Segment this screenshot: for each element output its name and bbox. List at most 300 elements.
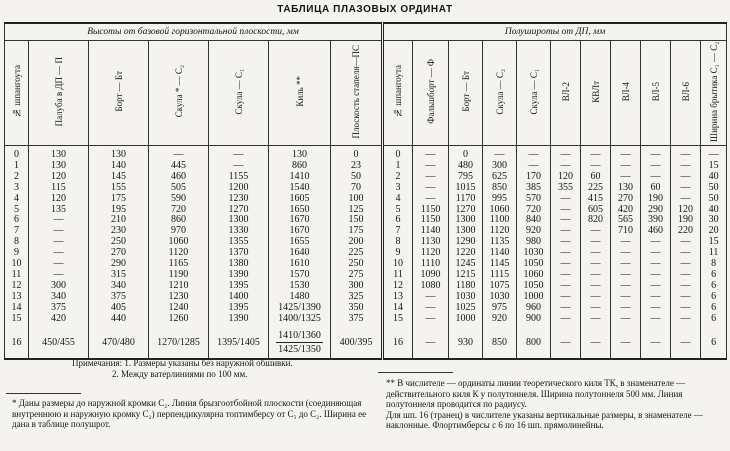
- cell: 190: [671, 215, 701, 226]
- cell: —: [641, 281, 671, 292]
- cell: —: [641, 248, 671, 259]
- cell: 130: [269, 146, 331, 161]
- cell: 930: [449, 328, 483, 359]
- cell: 1120: [149, 248, 209, 259]
- cell: 1110: [413, 259, 449, 270]
- cell: —: [611, 161, 641, 172]
- cell: 6: [701, 303, 727, 314]
- cell: 0: [383, 146, 413, 161]
- col-deck: Палуба в ДП — П: [29, 41, 89, 146]
- cell: 1130: [413, 237, 449, 248]
- cell: 6: [5, 215, 29, 226]
- cell: —: [581, 248, 611, 259]
- cell: —: [209, 161, 269, 172]
- cell: 1100: [483, 215, 517, 226]
- cell: —: [551, 328, 581, 359]
- cell: 710: [611, 226, 641, 237]
- cell: —: [641, 146, 671, 161]
- table-row: [5, 237, 727, 248]
- cell: 1075: [483, 281, 517, 292]
- cell: 1030: [449, 292, 483, 303]
- cell: —: [413, 146, 449, 161]
- cell: 195: [89, 205, 149, 216]
- table-row: [5, 226, 727, 237]
- cell: 115: [29, 183, 89, 194]
- cell: 8: [701, 259, 727, 270]
- cell: —: [671, 303, 701, 314]
- cell: 1290: [449, 237, 483, 248]
- cell: 1230: [149, 292, 209, 303]
- cell: 250: [89, 237, 149, 248]
- cell: 605: [581, 205, 611, 216]
- cell: 13: [5, 292, 29, 303]
- cell: 960: [517, 303, 551, 314]
- cell: 420: [611, 205, 641, 216]
- cell: 9: [383, 248, 413, 259]
- cell: 1650: [269, 205, 331, 216]
- cell: —: [581, 314, 611, 325]
- cell: 995: [483, 194, 517, 205]
- cell: 625: [483, 172, 517, 183]
- cell: —: [641, 292, 671, 303]
- cell: 200: [331, 237, 383, 248]
- cell: 170: [517, 172, 551, 183]
- col-c2: Скула * — С₂: [149, 41, 209, 146]
- table-row: [5, 172, 727, 183]
- cell: 6: [701, 292, 727, 303]
- cell: 1150: [413, 205, 449, 216]
- cell: 125: [331, 205, 383, 216]
- cell: 1670: [269, 215, 331, 226]
- cell: 5: [5, 205, 29, 216]
- cell: 860: [149, 215, 209, 226]
- cell: —: [581, 161, 611, 172]
- cell: 10: [383, 259, 413, 270]
- cell: 1270/1285: [149, 328, 209, 359]
- cell: 1400/1325: [269, 314, 331, 325]
- cell: 1090: [413, 270, 449, 281]
- cell: —: [551, 292, 581, 303]
- cell: —: [611, 281, 641, 292]
- cell: 1120: [483, 226, 517, 237]
- cell: 40: [701, 172, 727, 183]
- cell: 1140: [413, 226, 449, 237]
- cell: 60: [641, 183, 671, 194]
- footnote-divider-2: [378, 372, 453, 373]
- cell: 50: [331, 172, 383, 183]
- cell: 1410: [269, 172, 331, 183]
- cell: 1400: [209, 292, 269, 303]
- cell: 40: [701, 205, 727, 216]
- cell: 1605: [269, 194, 331, 205]
- cell: 405: [89, 303, 149, 314]
- cell: 15: [701, 161, 727, 172]
- cell: —: [641, 237, 671, 248]
- cell: 375: [331, 314, 383, 325]
- footnote-transom: Для шп. 16 (транец) в числителе указаны вертикальные размеры, в знаменателе — наклонные. Флортимберсы с 6 по 16 шп. прямолинейны.: [386, 409, 703, 430]
- cell: —: [581, 146, 611, 161]
- cell: —: [29, 226, 89, 237]
- col-c1: Скула — С₁: [209, 41, 269, 146]
- footnote-divider: [6, 393, 81, 394]
- cell: —: [551, 146, 581, 161]
- cell: 220: [671, 226, 701, 237]
- cell: 980: [517, 237, 551, 248]
- cell: 1245: [449, 259, 483, 270]
- cell: 270: [611, 194, 641, 205]
- cell: —: [671, 237, 701, 248]
- footnote-star: * Даны размеры до наружной кромки С₂. Линия брызгоотбойной плоскости (соединяющая внутреннюю и наружную кромку С₂) перпендикулярна топтимберсу от С₁ до С₂. Ширина ее дана в таблице полушрот.: [12, 398, 367, 429]
- cell: —: [611, 303, 641, 314]
- cell: —: [671, 259, 701, 270]
- cell: 50: [701, 183, 727, 194]
- cell: 175: [89, 194, 149, 205]
- cell: —: [413, 328, 449, 359]
- cell: 920: [517, 226, 551, 237]
- table-title: ТАБЛИЦА ПЛАЗОВЫХ ОРДИНАТ: [277, 4, 453, 15]
- table-row: [5, 270, 727, 281]
- cell: —: [581, 328, 611, 359]
- table-row: [5, 248, 727, 259]
- cell: 0: [449, 146, 483, 161]
- cell: 860: [269, 161, 331, 172]
- col-w-station: № шпангоута: [383, 41, 413, 146]
- cell: —: [581, 259, 611, 270]
- cell: 3: [383, 183, 413, 194]
- cell: 1145: [483, 259, 517, 270]
- cell: —: [29, 270, 89, 281]
- cell: 4: [383, 194, 413, 205]
- cell: 1540: [269, 183, 331, 194]
- cell: 820: [581, 215, 611, 226]
- col-w-c1: Скула — С₁: [517, 41, 551, 146]
- cell: —: [551, 259, 581, 270]
- col-w-kvl: КВЛт: [581, 41, 611, 146]
- cell: —: [551, 205, 581, 216]
- cell: 16: [383, 328, 413, 359]
- cell: 1380: [209, 259, 269, 270]
- cell: 6: [383, 215, 413, 226]
- cell: 14: [383, 303, 413, 314]
- cell: —: [611, 259, 641, 270]
- cell: 1370: [209, 248, 269, 259]
- cell: 920: [483, 314, 517, 325]
- cell: —: [209, 146, 269, 161]
- cell: —: [551, 226, 581, 237]
- cell: —: [551, 215, 581, 226]
- cell: —: [149, 146, 209, 161]
- cell: 60: [581, 172, 611, 183]
- cell: 445: [149, 161, 209, 172]
- cell: —: [413, 314, 449, 325]
- cell: 120: [671, 205, 701, 216]
- cell: 1300: [209, 215, 269, 226]
- cell: 1270: [449, 205, 483, 216]
- col-bort: Борт — Бт: [89, 41, 149, 146]
- cell: 15: [701, 237, 727, 248]
- cell: 270: [89, 248, 149, 259]
- cell: —: [413, 183, 449, 194]
- cell: 340: [89, 281, 149, 292]
- cell: 505: [149, 183, 209, 194]
- cell: 1: [383, 161, 413, 172]
- cell: 300: [483, 161, 517, 172]
- cell: 795: [449, 172, 483, 183]
- col-station: № шпангоута: [5, 41, 29, 146]
- cell: —: [671, 183, 701, 194]
- cell: 1030: [483, 292, 517, 303]
- cell: 275: [331, 270, 383, 281]
- table-row: [5, 146, 727, 161]
- cell: 1000: [449, 314, 483, 325]
- cell: 290: [89, 259, 149, 270]
- cell: 9: [5, 248, 29, 259]
- cell: —: [641, 172, 671, 183]
- cell: 1330: [209, 226, 269, 237]
- cell: 1060: [149, 237, 209, 248]
- cell: 130: [89, 146, 149, 161]
- cell: 1230: [209, 194, 269, 205]
- cell: 15: [383, 314, 413, 325]
- cell: 16: [5, 328, 29, 359]
- cell: 1240: [149, 303, 209, 314]
- cell: 850: [483, 183, 517, 194]
- cell: 225: [581, 183, 611, 194]
- cell: 11: [383, 270, 413, 281]
- cell: 1050: [517, 281, 551, 292]
- cell: —: [29, 237, 89, 248]
- cell: 1640: [269, 248, 331, 259]
- cell: 11: [701, 248, 727, 259]
- cell: 130: [611, 183, 641, 194]
- cell: 1060: [483, 205, 517, 216]
- cell: —: [581, 303, 611, 314]
- cell: 140: [89, 161, 149, 172]
- cell: —: [413, 172, 449, 183]
- cell: 340: [29, 292, 89, 303]
- cell: 225: [331, 248, 383, 259]
- cell: 130: [29, 161, 89, 172]
- cell: —: [581, 237, 611, 248]
- cell: 4: [5, 194, 29, 205]
- cell: 1135: [483, 237, 517, 248]
- table-row: [5, 314, 727, 325]
- cell: 100: [331, 194, 383, 205]
- cell: 375: [89, 292, 149, 303]
- cell: 1530: [269, 281, 331, 292]
- cell: 970: [149, 226, 209, 237]
- cell: —: [611, 292, 641, 303]
- col-w-vl4: ВЛ-4: [611, 41, 641, 146]
- cell: —: [413, 161, 449, 172]
- cell: 190: [641, 194, 671, 205]
- cell: 460: [641, 226, 671, 237]
- heights-group-header: Высоты от базовой горизонтальной плоскости, мм: [5, 23, 383, 41]
- cell: 7: [383, 226, 413, 237]
- cell: —: [413, 194, 449, 205]
- cell: —: [413, 303, 449, 314]
- cell: 1165: [149, 259, 209, 270]
- cell: 1: [5, 161, 29, 172]
- keel-fraction-cell: [269, 328, 331, 359]
- table-row: [5, 194, 727, 205]
- cell: 315: [89, 270, 149, 281]
- cell: —: [581, 226, 611, 237]
- cell: 1215: [449, 270, 483, 281]
- cell: 8: [383, 237, 413, 248]
- cell: 1480: [269, 292, 331, 303]
- cell: 1155: [209, 172, 269, 183]
- cell: 400/395: [331, 328, 383, 359]
- cell: 1270: [209, 205, 269, 216]
- cell: 1140: [483, 248, 517, 259]
- cell: —: [701, 146, 727, 161]
- col-w-c2: Скула — С₂: [483, 41, 517, 146]
- cell: 460: [149, 172, 209, 183]
- cell: 6: [701, 281, 727, 292]
- col-w-fals: Фальшборт — Ф: [413, 41, 449, 146]
- cell: 12: [5, 281, 29, 292]
- cell: —: [517, 161, 551, 172]
- cell: 70: [331, 183, 383, 194]
- keel-fraction-top: 1410/1360: [278, 330, 321, 341]
- note-1: Примечания: 1. Размеры указаны без наружной обшивки.: [72, 358, 293, 368]
- cell: 175: [331, 226, 383, 237]
- cell: 250: [331, 259, 383, 270]
- cell: —: [551, 303, 581, 314]
- cell: —: [413, 292, 449, 303]
- cell: 2: [383, 172, 413, 183]
- cell: 975: [483, 303, 517, 314]
- table-row: [5, 215, 727, 226]
- cell: 8: [5, 237, 29, 248]
- halfwidths-group-header: Полушироты от ДП, мм: [383, 23, 727, 41]
- cell: 1670: [269, 226, 331, 237]
- col-w-vl5: ВЛ-5: [641, 41, 671, 146]
- col-w-vl2: ВЛ-2: [551, 41, 581, 146]
- col-w-width: Ширина брытика С₁ — С₂: [701, 41, 727, 146]
- cell: —: [671, 314, 701, 325]
- cell: 1200: [209, 183, 269, 194]
- cell: —: [551, 270, 581, 281]
- cell: 1260: [149, 314, 209, 325]
- table-row: [5, 259, 727, 270]
- cell: 20: [701, 226, 727, 237]
- footnote-keel: ** В числителе — ординаты линии теоретического киля ТК, в знаменателе — действительного киля К у полутоннеля. Ширина полутоннеля 500 мм. Линия полутоннеля проводится по радиусу.: [386, 378, 686, 409]
- cell: 1300: [449, 226, 483, 237]
- cell: 850: [483, 328, 517, 359]
- col-keel: Киль **: [269, 41, 331, 146]
- cell: 1190: [149, 270, 209, 281]
- cell: 390: [641, 215, 671, 226]
- cell: 1060: [517, 270, 551, 281]
- cell: 300: [331, 281, 383, 292]
- cell: 565: [611, 215, 641, 226]
- cell: 1115: [483, 270, 517, 281]
- cell: 590: [149, 194, 209, 205]
- cell: 720: [149, 205, 209, 216]
- cell: —: [611, 172, 641, 183]
- cell: —: [611, 314, 641, 325]
- cell: —: [671, 270, 701, 281]
- cell: 50: [701, 194, 727, 205]
- cell: —: [551, 161, 581, 172]
- cell: 15: [5, 314, 29, 325]
- cell: 480: [449, 161, 483, 172]
- cell: 6: [701, 314, 727, 325]
- cell: 210: [89, 215, 149, 226]
- cell: —: [29, 248, 89, 259]
- cell: 1015: [449, 183, 483, 194]
- cell: 2: [5, 172, 29, 183]
- col-w-vl6: ВЛ-6: [671, 41, 701, 146]
- cell: 13: [383, 292, 413, 303]
- cell: 415: [581, 194, 611, 205]
- cell: —: [671, 194, 701, 205]
- note-2: 2. Между ватерлиниями по 100 мм.: [112, 368, 248, 379]
- cell: —: [611, 146, 641, 161]
- cell: 840: [517, 215, 551, 226]
- cell: 1355: [209, 237, 269, 248]
- cell: 10: [5, 259, 29, 270]
- cell: 1120: [413, 248, 449, 259]
- cell: 1210: [149, 281, 209, 292]
- col-w-bort: Борт — Бт: [449, 41, 483, 146]
- keel-fraction-bottom: 1425/1350: [278, 344, 321, 355]
- cell: —: [611, 237, 641, 248]
- cell: 350: [331, 303, 383, 314]
- cell: 355: [551, 183, 581, 194]
- cell: 1030: [517, 248, 551, 259]
- table-row: [5, 281, 727, 292]
- cell: 385: [517, 183, 551, 194]
- cell: 135: [29, 205, 89, 216]
- cell: 290: [641, 205, 671, 216]
- cell: 230: [89, 226, 149, 237]
- cell: 1080: [413, 281, 449, 292]
- cell: 5: [383, 205, 413, 216]
- cell: 130: [29, 146, 89, 161]
- cell: 570: [517, 194, 551, 205]
- cell: —: [517, 146, 551, 161]
- cell: 6: [701, 328, 727, 359]
- cell: 1300: [449, 215, 483, 226]
- ordinates-table: [4, 22, 727, 360]
- cell: 150: [331, 215, 383, 226]
- cell: —: [671, 281, 701, 292]
- cell: —: [611, 328, 641, 359]
- cell: 3: [5, 183, 29, 194]
- table-row-16: [5, 328, 727, 359]
- cell: 450/455: [29, 328, 89, 359]
- cell: —: [551, 248, 581, 259]
- cell: 440: [89, 314, 149, 325]
- cell: —: [641, 259, 671, 270]
- cell: 14: [5, 303, 29, 314]
- table-row: [5, 183, 727, 194]
- cell: —: [551, 314, 581, 325]
- cell: 300: [29, 281, 89, 292]
- cell: 1390: [209, 270, 269, 281]
- cell: —: [671, 161, 701, 172]
- cell: —: [29, 215, 89, 226]
- cell: 1395: [209, 303, 269, 314]
- cell: —: [641, 328, 671, 359]
- cell: 30: [701, 215, 727, 226]
- table-row: [5, 292, 727, 303]
- cell: —: [551, 281, 581, 292]
- cell: —: [581, 281, 611, 292]
